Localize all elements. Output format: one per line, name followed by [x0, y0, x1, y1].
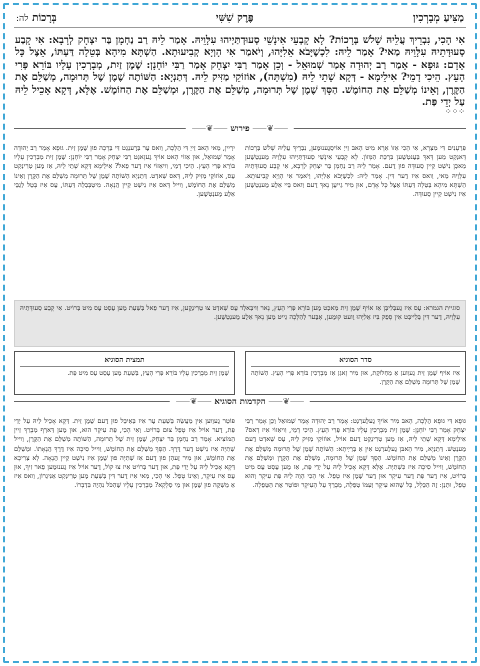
seder-sugya-text: אִיז אוֹיף שֶׁמֶן זַיִת גֶעוֵוען אַ מַחְלוֹקֶת, אוּן מִיר זָאגְן אַז מְבָרְכִין בּוֹרֵא פְּרִי הָעֵץ. הַשּׁוֹתֶה שֶׁמֶן שֶׁל תְּרוּמָה מְשַׁלֵּם אֶת הַקֶּרֶן.: [251, 369, 460, 386]
summary-boxes: [14, 351, 466, 395]
hakdamah-columns: [14, 417, 466, 623]
tractate-heading: [16, 12, 57, 24]
tractate-title: בְּרָכוֹת: [32, 12, 57, 24]
sugya-note-box: [14, 300, 466, 347]
chapter-heading-right: מַצִּיעַ מְבָרְכִין: [412, 12, 464, 24]
hakdamah-column-right: גּוּפָא דִּי גּוּפָא הֲלָכָה, הָאבּ מִיר אוֹיךְ גֶעלֶערְנְט: אָמַר רַב יְהוּדָה אָמַר שְׁמוּאֵל וְכֵן אָמַר רַבִּי יִצְחָק אָמַר רַבִּי יוֹחָנָן: שֶׁמֶן זַיִת מְבָרְכִין עָלָיו בּוֹרֵא פְּרִי הָעֵץ. הֵיכִי דָמֵי, וִויאַזוֹי אִיז דָאס? אִילֵימָא דְּקָא שָׁתֵי לֵיהּ, אַז מֶען טְרִינְקְט דֶעם אוֹיל, אוֹזוֹקֵי מַזִּיק לֵיהּ, עֶס שַׁאדְט דֶעם מֶענְטְשׁ. דְּתַנְיָא, מִיר הָאבּן גֶעלֶערְנְט אִין אַ בְּרַיְיתָא: הַשּׁוֹתֶה שֶׁמֶן שֶׁל תְּרוּמָה מְשַׁלֵּם אֶת הַקֶּרֶן וְאֵינוֹ מְשַׁלֵּם אֶת הַחוֹמֶשׁ. הַסָּךְ שֶׁמֶן שֶׁל תְּרוּמָה, מְשַׁלֵּם אֶת הַקֶּרֶן וּמְשַׁלֵּם אֶת הַחוֹמֶשׁ, וַוייל סִיכָה אִיז כִּשְׁתִיָּה. אֶלָּא דְּקָא אָכֵיל לֵיהּ עַל יְדֵי פַּת, אַז מֶען עֶסְט עֶס מִיט בְּרוֹיט, אִיז דֶער פַּת דֶער עִיקָר אוּן דֶער שֶׁמֶן אִיז טָפֵל. אִי הָכִי הָוֵה לֵיהּ פַּת עִיקָר וְהוּא טָפֵל, וּתְנַן: זֶה הַכְּלָל, כָּל שֶׁהוּא עִיקָר וְעִמּוֹ טְפֵלָה, מְבָרֵךְ עַל הָעִיקָר וּפוֹטֵר אֶת הַטְּפֵלָה.: [245, 417, 466, 490]
hakdamah-label: הקדמות הסוגיא: [214, 397, 266, 407]
chapter-heading-center: פֶּרֶק שִׁשִּׁי: [215, 12, 254, 24]
gemara-text-block: [14, 34, 466, 122]
hakdamah-divider: [14, 397, 466, 413]
page-number: לה:: [16, 14, 29, 24]
peirush-label: פירוש: [230, 124, 250, 134]
talmud-page: [14, 12, 466, 654]
tamtzis-sugya-text: שֶׁמֶן זַיִת מְבָרְכִין עָלָיו בּוֹרֵא פְּרִי הָעֵץ, בְּשַׁעַת מֶען עֶסְט עֶס מִיט פַּת.: [67, 369, 229, 377]
seder-sugya-title: סדר הסוגיא: [251, 355, 460, 367]
tamtzis-sugya-box: [14, 351, 235, 395]
sugya-note-text: סוגיית הגמרא: עֶס אִיז גֶעבְּלִיבְּן אַז אוֹיף שֶׁמֶן זַיִת מַאכְט מֶען בּוֹרֵא פְּרִי הָעֵץ, נָאר וִויבַּאלְד עֶס שַׁאדְט צוּ טְרִינְקֶען, אִיז דֶער פַאל בְּשַׁעַת מֶען עֶסְט עֶס מִיט בְּרוֹיט. אִי קָבַע סְעוּדָּתֵיהּ עִלָּוֵיהּ, דֶער דִּין בְּלֵייבְּט אִין סָפֵק בִּיז אֵלִיָּהוּ וֶועט קוּמֶען, אָבֶּער לְהַלָּכָה גֵייט מֶען נָאךְ אַלֶע מֶענְטְשֶׁען.: [20, 304, 460, 322]
page-header: [14, 12, 466, 28]
section-ellipsis: ⁘⁘⁘: [444, 107, 465, 117]
ornament-icon: ⸺❦⸺: [265, 397, 305, 407]
seder-sugya-box: [245, 351, 466, 395]
peirush-column-left: יִרְיִין, מַאי הָאבּ זַייְ דִּי הֲלָכָה, וַואס עֶר בְּרֶענְגְט דִּי בְּרָכָה פוּן שֶׁמֶן זַיִת. גּוּפָא אָמַר רַב יְהוּדָה אָמַר שְׁמוּאֵל, אוּן אַזוֹי הָאט אוֹיךְ גֶעזָאגְט רַבִּי יִצְחָק אָמַר רַבִּי יוֹחָנָן: שֶׁמֶן זַיִת מְבָרְכִין עָלָיו בּוֹרֵא פְּרִי הָעֵץ. הֵיכִי דָמֵי, וִויאַזוֹי אִיז דֶער פַאל? אִילֵימָא דְּקָא שָׁתֵי לֵיהּ, אַז מֶען טְרִינְקְט עֶס, אוֹזוֹקֵי מַזִּיק לֵיהּ, דָּאס שַׁאדְט. דְּתַנְיָא הַשּׁוֹתֶה שֶׁמֶן שֶׁל תְּרוּמָה מְשַׁלֵּם אֶת הַקֶּרֶן וְאֵינוֹ מְשַׁלֵּם אֶת הַחוֹמֶשׁ, וַוייל דָּאס אִיז נִישְׁט קֵיין הֲנָאָה. מִיטְבָּבְלֵה דַּעְתּוֹ, עֶס אִיז בָּטֵל לְגַבֵּי אַלֶע מֶענְטְשֶׁען.: [14, 144, 235, 199]
peirush-divider: [14, 124, 466, 140]
gemara-text: אִי הָכִי, נִבְרֵיךְ עֲלֵיהּ שָׁלֹשׁ בְּרָכוֹת? לָא קָבְעֵי אִינָשֵׁי סְעוּדְתַּיְיהוּ עִלָּוֵיהּ. אָמַר לֵיהּ רַב נַחְמָן בַּר יִצְחָק לְרָבָא: אִי קָבַע סְעוּדָּתֵיהּ עִלָּוֵיהּ מַאי? אָמַר לֵיהּ: לִכְשֶׁיָּבֹא אֵלִיָּהוּ, וְיֹאמַר אִי הָוְיָא קְבִיעוּתָא. הַשְׁתָּא מִיהָא בְּטֵלָה דַּעְתּוֹ, אֵצֶל כָּל אָדָם: גּוּפָא - אָמַר רַב יְהוּדָה אָמַר שְׁמוּאֵל - וְכֵן אָמַר רַבִּי יִצְחָק אָמַר רַבִּי יוֹחָנָן: שֶׁמֶן זַיִת, מְבָרְכִין עָלָיו בּוֹרֵא פְּרִי הָעֵץ. הֵיכִי דָמֵי? אִילֵימָא - דְּקָא שָׁתֵי לֵיהּ (מִשְׁתָּה), אוֹזוֹקֵי מַזִּיק לֵיהּ. דְּתַנְיָא: הַשּׁוֹתֶה שֶׁמֶן שֶׁל תְּרוּמָה, מְשַׁלֵּם אֶת הַקֶּרֶן, וְאֵינוֹ מְשַׁלֵּם אֶת הַחוֹמֶשׁ. הַסָּךְ שֶׁמֶן שֶׁל תְּרוּמָה, מְשַׁלֵּם אֶת הַקֶּרֶן, וּמְשַׁלֵּם אֶת הַחוֹמֶשׁ. אֶלָּא, דְּקָא אָכֵיל לֵיהּ עַל יְדֵי פַּת.: [15, 34, 465, 109]
ornament-icon: ⸺❦⸺: [191, 124, 231, 134]
peirush-column-right: פִּרְעָנִים דִּי מִצְרָא, אִי הָכִי אַזוֹ אַרָא מִיט הָאבּ זַייְ אוֹיסְגֶענוּמֶען, נִבְרֵיךְ עֲלֵיהּ שָׁלֹשׁ בְּרָכוֹת דָּאנְקְט מַען דָּאךְ בְּעֶנטְשֶׁען בִּרְכַּת הַמָּזוֹן. לָא קָבְעֵי אִינָשֵׁי סְעוּדְתַּיְיהוּ עִלָּוֵיהּ מֶענְטְשֶׁען מַאכְן נִישְׁט קֵיין סְעוּדָּה פוּן דֶעם. אָמַר לֵיהּ רַב נַחְמָן בַּר יִצְחָק לְרָבָא, אִי קָבַע סְעוּדָּתֵיהּ עִלָּוֵיהּ מַאי, וַואס אִיז דֶער דִּין. אָמַר לֵיהּ: לִכְשֶׁיָּבֹא אֵלִיָּהוּ, וְיֹאמַר אִי הָוְיָא קְבִיעוּתָא. הַשְׁתָּא מִיהָא בְּטֵלָה דַּעְתּוֹ אֵצֶל כָּל אָדָם, אוּן מִיר גֵייעֶן נָאךְ דֶעם וַואס בַּיי אַלֶע מֶענְטְשֶׁען אִיז נִישְׁט קֵיין סְעוּדָּה.: [245, 144, 466, 199]
peirush-columns: [14, 144, 466, 294]
tamtzis-sugya-title: תמצית הסוגיא: [20, 355, 229, 367]
hakdamah-column-left: פּוֹטֵר גֶעוֵוען אִין מַעֲשֵׂה בְּשַׁעַת עֶר אִיז בְּאֵיבַל פוּן דֶעם שֶׁמֶן זַיִת. דְּקָא אָכֵיל לֵיהּ עַל יְדֵי פַּת, דֶער אוֹיל אִיז טָפֵל צוּם בְּרוֹיט. וְאִי הָכִי, פַּת עִיקָר הוּא, אוּן מֶען דַּארְף מְבָרֵךְ זַיין הַמּוֹצִיא. אָמַר רַב נַחְמָן בַּר יִצְחָק, שֶׁמֶן זַיִת שֶׁל תְּרוּמָה, הַשּׁוֹתֶה מְשַׁלֵּם אֶת הַקֶּרֶן, וַוייל שְׁתִיָּה אִיז נִישְׁט דֶער דֶּרֶךְ. הַסָּךְ מְשַׁלֵּם אֶת הַחוֹמֶשׁ, וַוייל סִיכָה אִיז דֶּרֶךְ הֲנָאָתוֹ. וּמְשַׁלֵּם אֶת הַחוֹמֶשׁ, אוּן מִיר זֶעהְן פוּן דֶעם אַז שְׁתִיָּה פוּן שֶׁמֶן אִיז נִישְׁט קֵיין הֲנָאָה. לָא צְרִיכָא דְּקָא אָכֵיל לֵיהּ עַל יְדֵי פַּת, אוּן דֶער בְּרוֹיט אִיז צוּ קוֹל, דֶער אוֹיל אִיז גֶענוּמֶען פַאר זִיךְ, אוּן עֶס אִיז עִיקָר, וְאֵינוֹ טָפֵל. אִי הָכִי, מַאי אִיז דֶער דִּין בְּשַׁעַת מֶען טְרִינְקְט אַנִּיגְרוֹן, וַואס אִיז אַ מַשְׁקֶה פוּן שֶׁמֶן אוּן מֵי סְלָקָא? מְבָרְכִין עָלָיו שֶׁהַכֹּל נִהְיֶה בִּדְבָרוֹ.: [14, 417, 235, 490]
ornament-icon: ⸺❦⸺: [175, 397, 215, 407]
ornament-icon: ⸺❦⸺: [249, 124, 289, 134]
